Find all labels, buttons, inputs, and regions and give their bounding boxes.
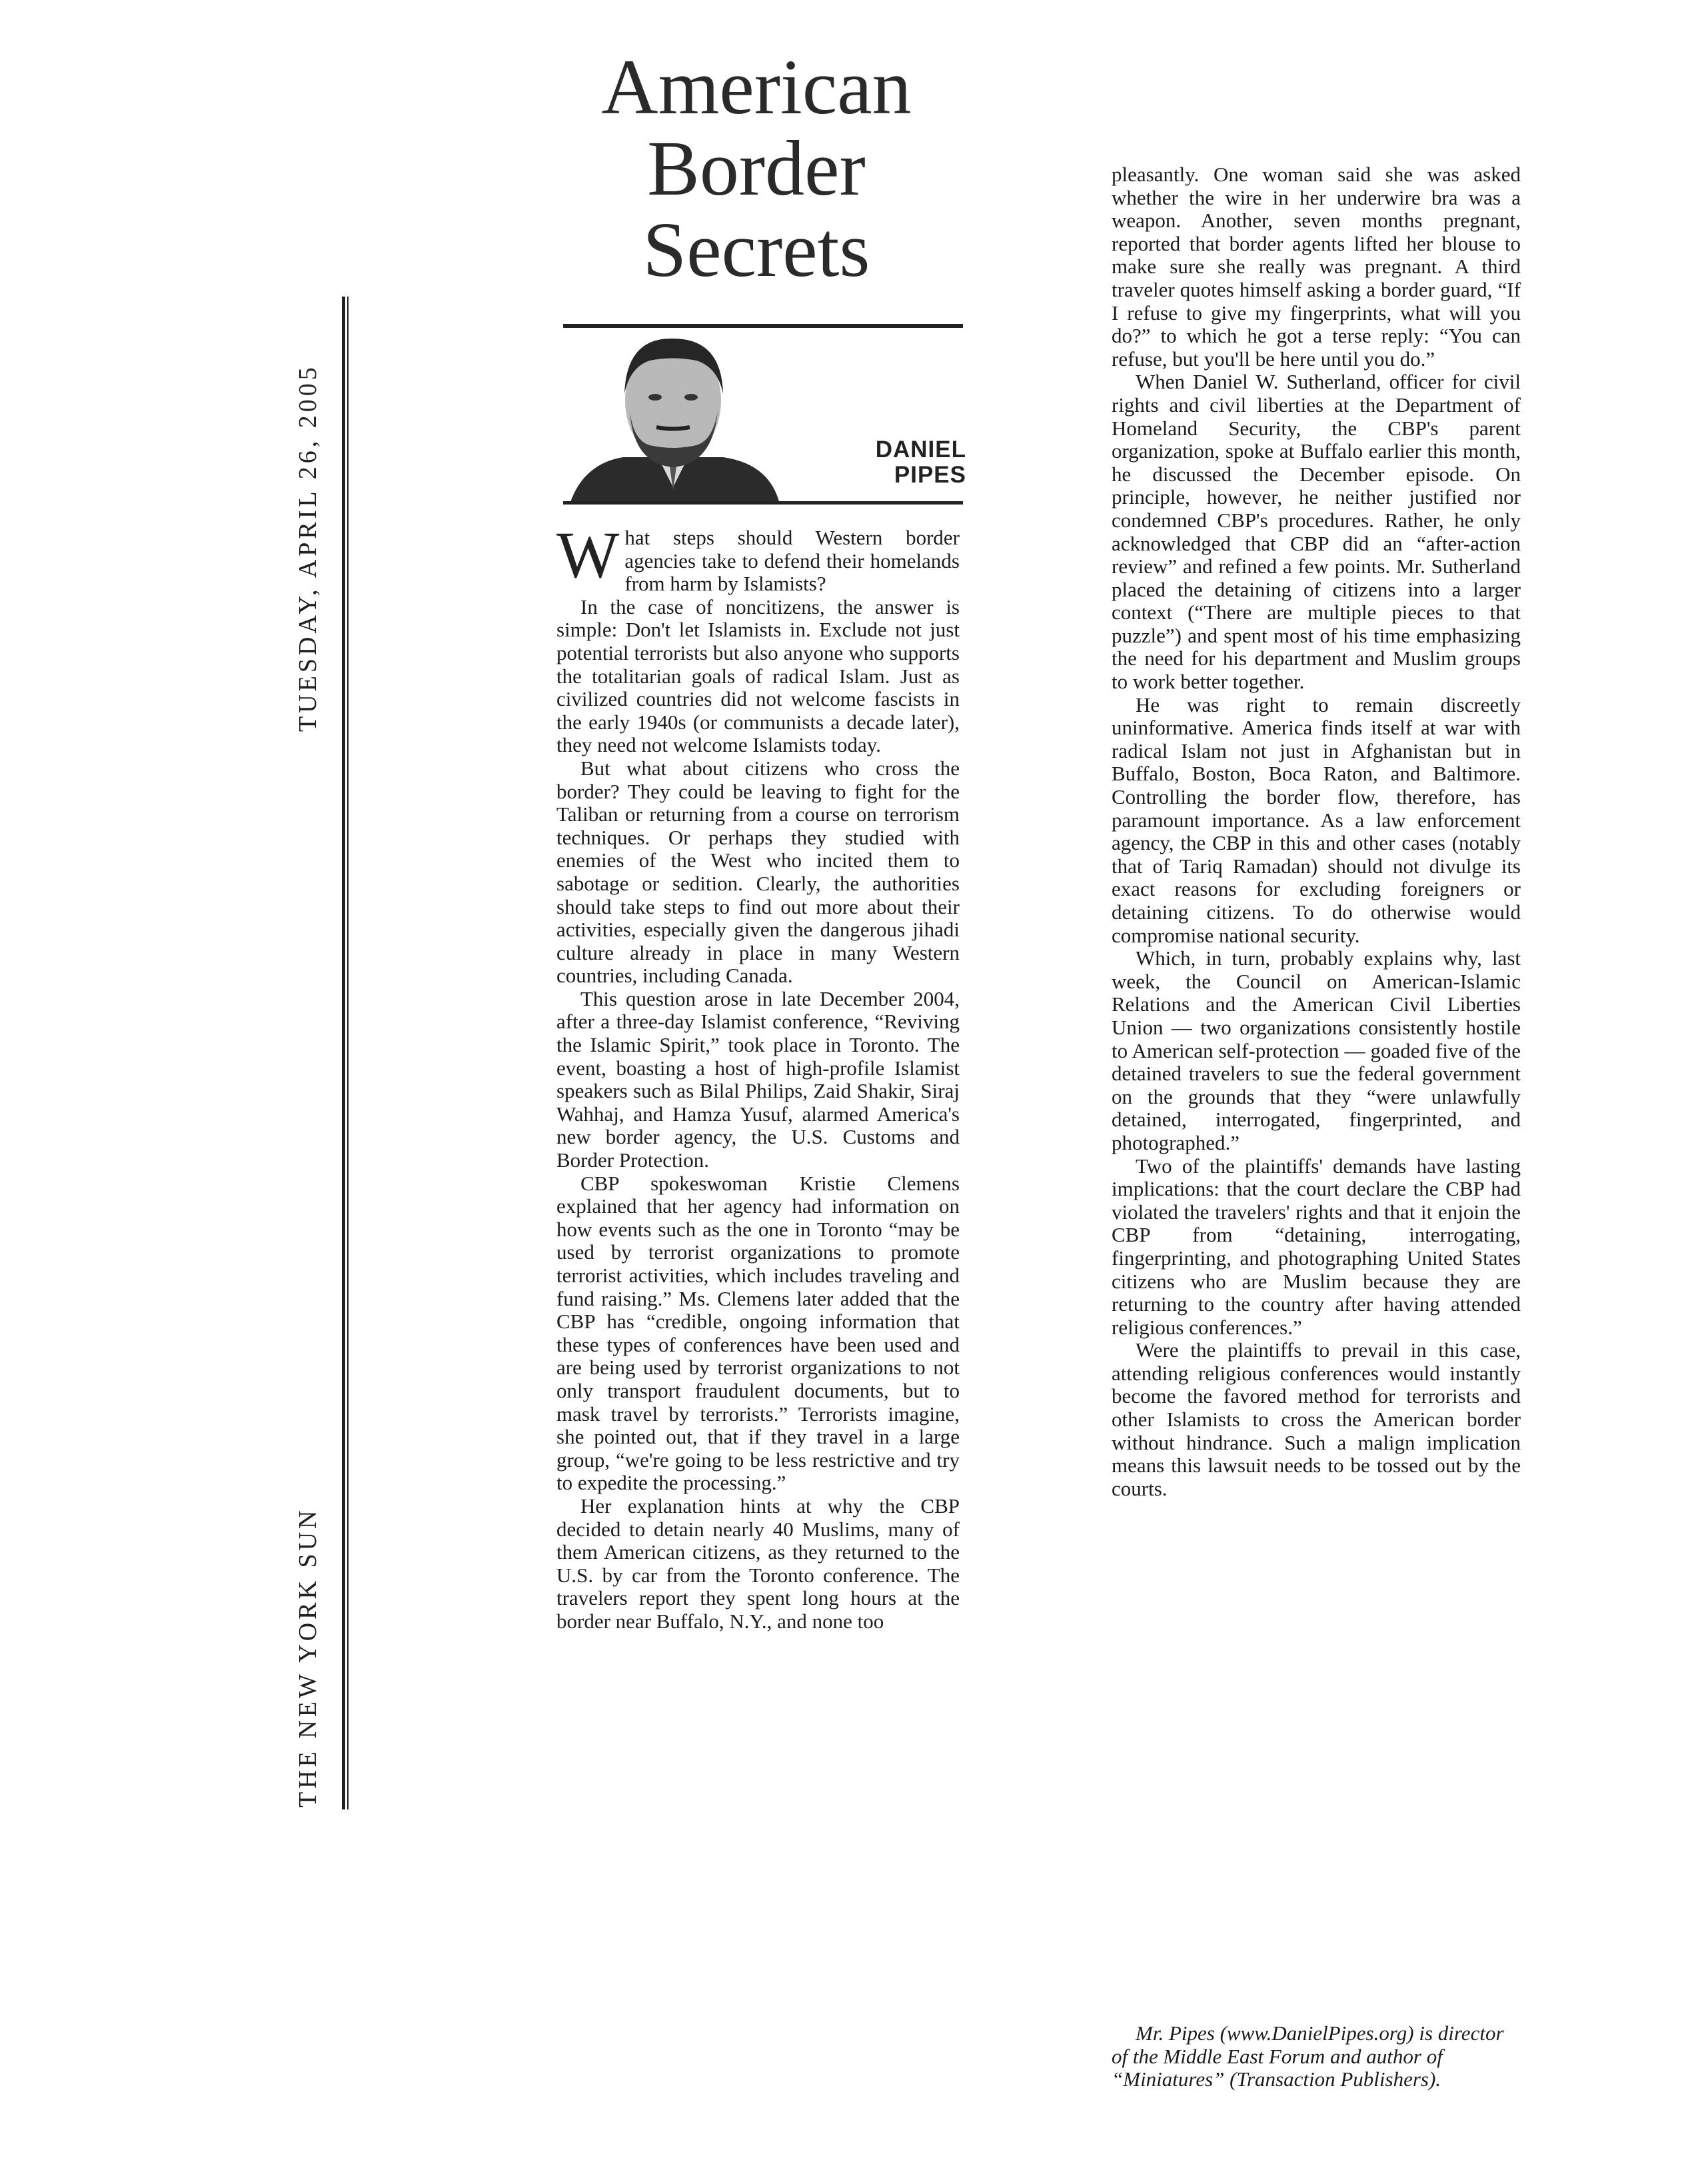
author-bio (1112, 2022, 1521, 2091)
author-last-name: PIPES (894, 462, 966, 488)
left-column (556, 518, 960, 1634)
paragraph: Were the plaintiffs to prevail in this case, attending religious conferences would instantly become the favored method for terrorists and other Islamists to cross the American border without hindrance. Such a malign implication means this lawsuit needs to be tossed out by the courts. (1112, 1338, 1521, 1500)
paragraph: Two of the plaintiffs' demands have lasting implications: that the court declare the CBP had violated the travelers' rights and that it enjoin the CBP from “detaining, interrogating, fingerprinting, and photographing United States citizens who are Muslim because they are returning to the country after having attended religious conferences.” (1112, 1154, 1521, 1339)
publication-date: TUESDAY, APRIL 26, 2005 (294, 364, 322, 732)
title-rule (563, 324, 963, 328)
author-first-name: DANIEL (875, 437, 966, 463)
byline (843, 437, 966, 488)
bio-text: Mr. Pipes (www.DanielPipes.org) is director of the Middle East Forum and author of “Miniatures” (Transaction Publishers). (1112, 2021, 1504, 2091)
right-column (1112, 163, 1521, 1500)
byline-rule (563, 501, 963, 505)
paragraph: When Daniel W. Sutherland, officer for civil rights and civil liberties at the Department of Homeland Security, the CBP's parent organization, spoke at Buffalo earlier this month, he discussed the December episode. On principle, however, he neither justified nor condemned CBP's procedures. Rather, he only acknowledged that CBP did an “after-action review” and refined a few points. Mr. Sutherland placed the detaining of citizens into a larger context (“There are multiple pieces to that puzzle”) and spent most of his time emphasizing the need for his department and Muslim groups to work better together. (1112, 370, 1521, 694)
title-line-3: Secrets (642, 206, 870, 293)
paragraph: What steps should Western border agencies take to defend their homelands from harm by Islamists? (556, 518, 960, 596)
paragraph: He was right to remain discreetly uninformative. America finds itself at war with radical Islam not just in Afghanistan but in Buffalo, Boston, Boca Raton, and Baltimore. Controlling the border flow, therefore, has paramount importance. As a law enforcement agency, the CBP in this and other cases (notably that of Tariq Ramadan) should not divulge its exact reasons for excluding foreigners or detaining citizens. To do otherwise would compromise national security. (1112, 692, 1521, 947)
paragraph: pleasantly. One woman said she was asked whether the wire in her underwire bra was a weapon. Another, seven months pregnant, reported that border agents lifted her blouse to make sure she really was pregnant. A third traveler quotes himself asking a border guard, “If I refuse to give my fingerprints, what will you do?” to which he got a terse reply: “You can refuse, but you'll be here until you do.” (1112, 163, 1521, 371)
drop-cap: W (556, 518, 620, 592)
sidebar-rule-thin (347, 297, 349, 1809)
paragraph: This question arose in late December 2004, after a three-day Islamist conference, “Reviving the Islamic Spirit,” took place in Toronto. The event, boasting a host of high-profile Islamist speakers such as Bilal Philips, Zaid Shakir, Siraj Wahhaj, and Hamza Yusuf, alarmed America's new border agency, the U.S. Customs and Border Protection. (556, 986, 960, 1172)
sidebar-rule (342, 297, 345, 1809)
paragraph: But what about citizens who cross the border? They could be leaving to fight for the Taliban or returning from a course on terrorism techniques. Or perhaps they studied with enemies of the West who incited them to sabotage or sedition. Clearly, the authorities should take steps to find out more about their activities, especially given the dangerous jihadi culture already in place in many Western countries, including Canada. (556, 756, 960, 988)
author-photo (563, 331, 783, 504)
paragraph: Her explanation hints at why the CBP decided to detain nearly 40 Muslims, many of them American citizens, as they returned to the U.S. by car from the Toronto conference. The travelers report they spent long hours at the border near Buffalo, N.Y., and none too (556, 1494, 960, 1633)
paragraph: CBP spokeswoman Kristie Clemens explained that her agency had information on how events such as the one in Toronto “may be used by terrorist organizations to promote terrorist activities, which includes traveling and fund raising.” Ms. Clemens later added that the CBP has “credible, ongoing information that these types of conferences have been used and are being used by terrorist organizations to not only transport fraudulent documents, but to mask travel by terrorists.” Terrorists imagine, she pointed out, that if they travel in a large group, “we're going to be less restrictive and try to expedite the processing.” (556, 1171, 960, 1495)
paragraph: Which, in turn, probably explains why, last week, the Council on American-Islamic Relations and the American Civil Liberties Union — two organizations consistently hostile to American self-protection — goaded five of the detained travelers to sue the federal government on the grounds that they “were unlawfully detained, interrogated, fingerprinted, and photographed.” (1112, 946, 1521, 1154)
title-line-1: American (601, 43, 912, 131)
article-title (556, 43, 956, 293)
paragraph: In the case of noncitizens, the answer is simple: Don't let Islamists in. Exclude not just potential terrorists but also anyone who supports the totalitarian goals of radical Islam. Just as civilized countries did not welcome fascists in the early 1940s (or communists a decade later), they need not welcome Islamists today. (556, 594, 960, 757)
title-line-2: Border (647, 125, 866, 212)
newspaper-name: THE NEW YORK SUN (294, 1507, 322, 1807)
